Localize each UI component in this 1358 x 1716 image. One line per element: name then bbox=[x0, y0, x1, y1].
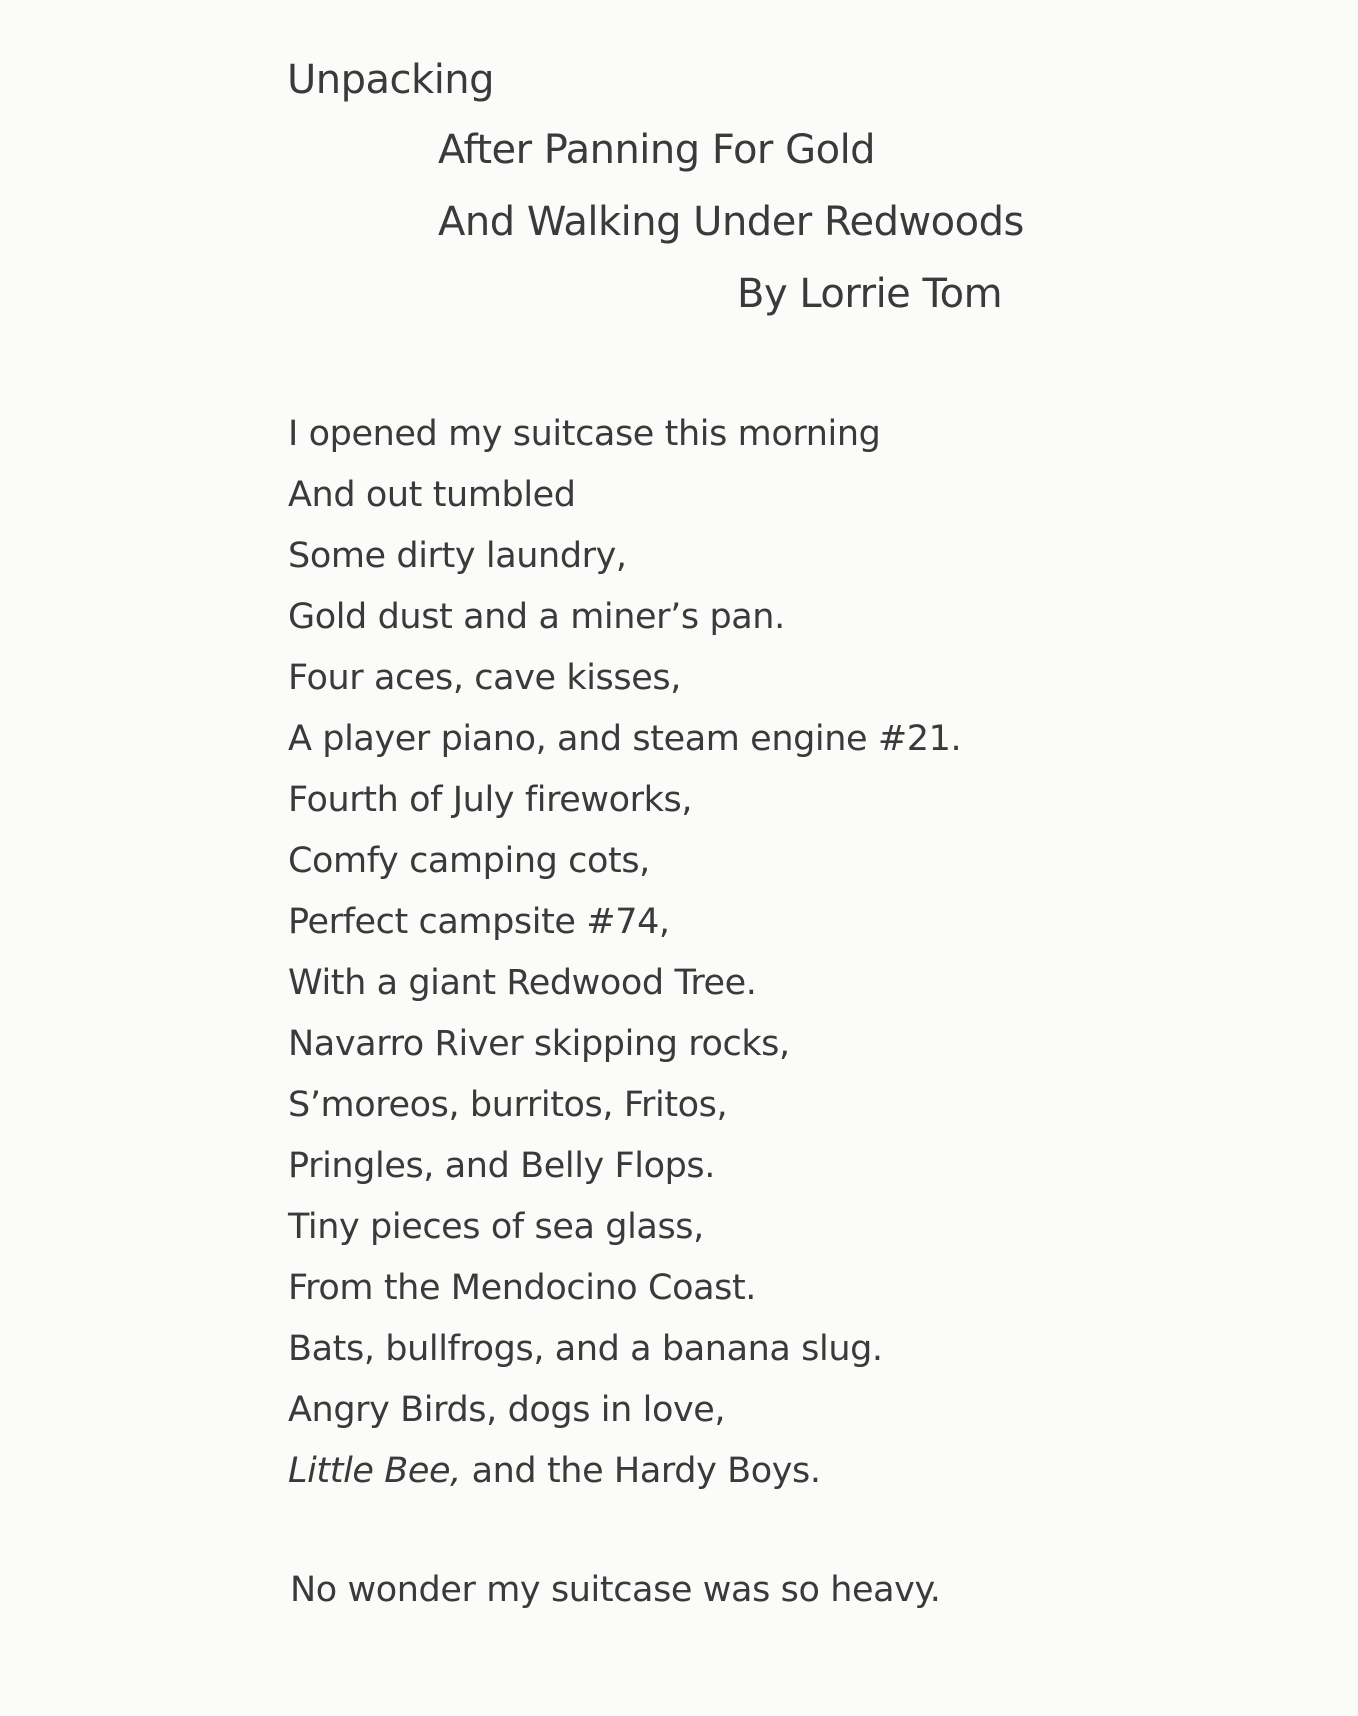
poem-line: Four aces, cave kisses, bbox=[288, 658, 681, 698]
poem-line: A player piano, and steam engine #21. bbox=[288, 719, 962, 759]
poem-line: Fourth of July fireworks, bbox=[288, 780, 693, 820]
poem-line: And out tumbled bbox=[288, 475, 576, 515]
poem-line-last bbox=[288, 1441, 1288, 1502]
title-line-1: Unpacking bbox=[287, 57, 495, 103]
poem-body bbox=[288, 404, 1288, 1502]
poem-line: Navarro River skipping rocks, bbox=[288, 1024, 790, 1064]
title-line-2: After Panning For Gold bbox=[438, 127, 876, 173]
title-line-3: And Walking Under Redwoods bbox=[438, 199, 1024, 245]
poem-line: I opened my suitcase this morning bbox=[288, 414, 881, 454]
poem-line: S’moreos, burritos, Fritos, bbox=[288, 1085, 728, 1125]
poem-line: With a giant Redwood Tree. bbox=[288, 963, 757, 1003]
byline: By Lorrie Tom bbox=[737, 271, 1003, 317]
poem-line: Perfect campsite #74, bbox=[288, 902, 670, 942]
poem-line: Bats, bullfrogs, and a banana slug. bbox=[288, 1329, 883, 1369]
poem-line: Angry Birds, dogs in love, bbox=[288, 1390, 726, 1430]
poem-line: Tiny pieces of sea glass, bbox=[288, 1207, 704, 1247]
book-title: Little Bee, bbox=[288, 1451, 461, 1491]
poem-line: Gold dust and a miner’s pan. bbox=[288, 597, 785, 637]
poem-line: From the Mendocino Coast. bbox=[288, 1268, 757, 1308]
poem-line: Some dirty laundry, bbox=[288, 536, 627, 576]
closing-line: No wonder my suitcase was so heavy. bbox=[290, 1570, 941, 1610]
poem-line-last-rest: and the Hardy Boys. bbox=[460, 1451, 821, 1491]
poem-line: Comfy camping cots, bbox=[288, 841, 650, 881]
poem-line: Pringles, and Belly Flops. bbox=[288, 1146, 715, 1186]
